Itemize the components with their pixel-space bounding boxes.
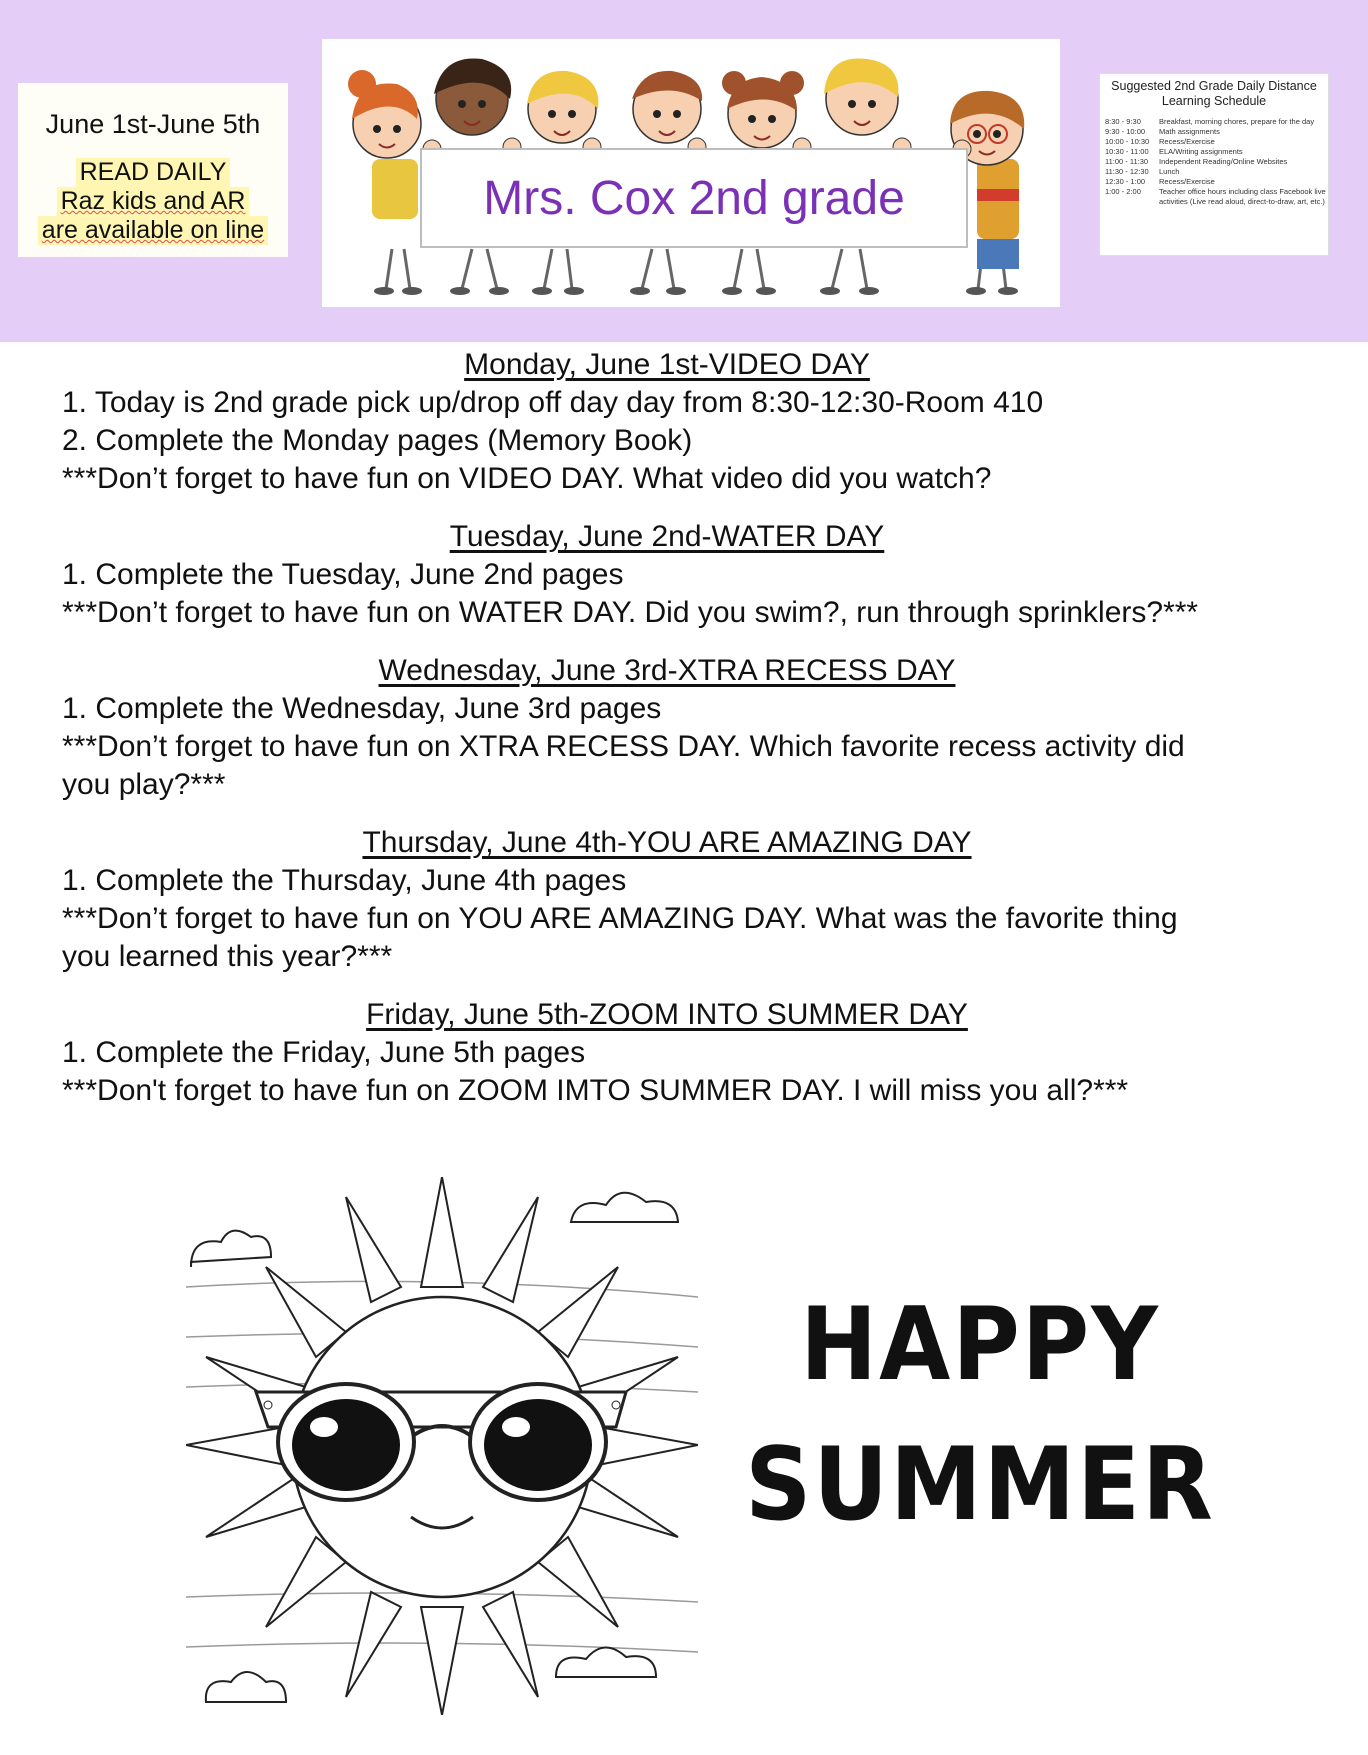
day-thursday — [62, 824, 1352, 976]
schedule-time: 11:30 - 12:30 — [1105, 167, 1149, 176]
reading-note-card — [18, 83, 288, 257]
day-wednesday — [62, 652, 1352, 804]
schedule-card — [1099, 73, 1329, 256]
schedule-table — [1103, 117, 1328, 207]
week-range: June 1st-June 5th — [45, 109, 261, 139]
schedule-time: 10:00 - 10:30 — [1105, 137, 1150, 146]
weekly-plan — [62, 346, 1352, 1130]
sun-icon — [186, 1177, 698, 1715]
day-line: 1. Complete the Wednesday, June 3rd pages — [62, 692, 662, 725]
day-line: ***Don't forget to have fun on ZOOM IMTO SUMMER DAY. I will miss you all?*** — [62, 1074, 1129, 1107]
day-heading: Friday, June 5th-ZOOM INTO SUMMER DAY — [366, 998, 968, 1031]
schedule-row — [1103, 127, 1328, 137]
schedule-time: 10:30 - 11:00 — [1105, 147, 1149, 156]
day-friday — [62, 996, 1352, 1110]
summer-word: SUMMER — [745, 1425, 1215, 1544]
schedule-time: 12:30 - 1:00 — [1105, 177, 1146, 186]
schedule-time: 8:30 - 9:30 — [1105, 117, 1141, 126]
schedule-activity: Teacher office hours including class Facebook live activities (Live read aloud, direct-to-draw, art, etc.) — [1159, 187, 1326, 206]
schedule-title-line1: Suggested 2nd Grade Daily Distance — [1111, 79, 1317, 93]
schedule-activity: Independent Reading/Online Websites — [1159, 157, 1288, 166]
schedule-row — [1103, 187, 1328, 207]
schedule-title-line2: Learning Schedule — [1161, 94, 1267, 108]
schedule-activity: Recess/Exercise — [1159, 137, 1215, 146]
banner-title: Mrs. Cox 2nd grade — [483, 171, 905, 225]
schedule-activity: Lunch — [1159, 167, 1180, 176]
schedule-row — [1103, 137, 1328, 147]
day-line: 1. Complete the Thursday, June 4th pages — [62, 864, 627, 897]
schedule-row — [1103, 167, 1328, 177]
schedule-activity: Math assignments — [1159, 127, 1220, 136]
schedule-time: 9:30 - 10:00 — [1105, 127, 1146, 136]
day-line: ***Don’t forget to have fun on WATER DAY. Did you swim?, run through sprinklers?*** — [62, 596, 1199, 629]
day-heading: Monday, June 1st-VIDEO DAY — [464, 348, 870, 381]
schedule-time: 1:00 - 2:00 — [1105, 187, 1141, 196]
day-line: you play?*** — [62, 768, 226, 801]
happy-word: HAPPY — [800, 1285, 1160, 1404]
schedule-title — [1100, 79, 1328, 109]
banner-sign — [420, 148, 968, 248]
day-line: 1. Complete the Tuesday, June 2nd pages — [62, 558, 624, 591]
day-line: ***Don’t forget to have fun on YOU ARE AMAZING DAY. What was the favorite thing — [62, 902, 1178, 935]
schedule-activity: Recess/Exercise — [1159, 177, 1215, 186]
day-heading: Wednesday, June 3rd-XTRA RECESS DAY — [378, 654, 956, 687]
day-tuesday — [62, 518, 1352, 632]
schedule-time: 11:00 - 11:30 — [1105, 157, 1149, 166]
day-line: 1. Today is 2nd grade pick up/drop off day day from 8:30-12:30-Room 410 — [62, 386, 1044, 419]
schedule-activity: Breakfast, morning chores, prepare for the day — [1159, 117, 1315, 126]
day-line: you learned this year?*** — [62, 940, 393, 973]
schedule-row — [1103, 147, 1328, 157]
header-band — [0, 0, 1368, 342]
schedule-row — [1103, 177, 1328, 187]
note-line-raz-kids: Raz kids and AR — [57, 187, 250, 216]
schedule-activity: ELA/Writing assignments — [1159, 147, 1243, 156]
day-line: ***Don’t forget to have fun on VIDEO DAY. What video did you watch? — [62, 462, 992, 495]
day-heading: Thursday, June 4th-YOU ARE AMAZING DAY — [362, 826, 972, 859]
sun-coloring-picture — [186, 1177, 698, 1715]
schedule-row — [1103, 117, 1328, 127]
day-line: 1. Complete the Friday, June 5th pages — [62, 1036, 586, 1069]
note-line-available: are available on line — [38, 216, 268, 245]
day-line: 2. Complete the Monday pages (Memory Book) — [62, 424, 693, 457]
day-heading: Tuesday, June 2nd-WATER DAY — [449, 520, 885, 553]
day-monday — [62, 346, 1352, 498]
note-line-read-daily: READ DAILY — [76, 158, 231, 187]
class-banner — [322, 39, 1060, 307]
day-line: ***Don’t forget to have fun on XTRA RECESS DAY. Which favorite recess activity did — [62, 730, 1185, 763]
schedule-row — [1103, 157, 1328, 167]
happy-summer-text — [700, 1285, 1260, 1544]
